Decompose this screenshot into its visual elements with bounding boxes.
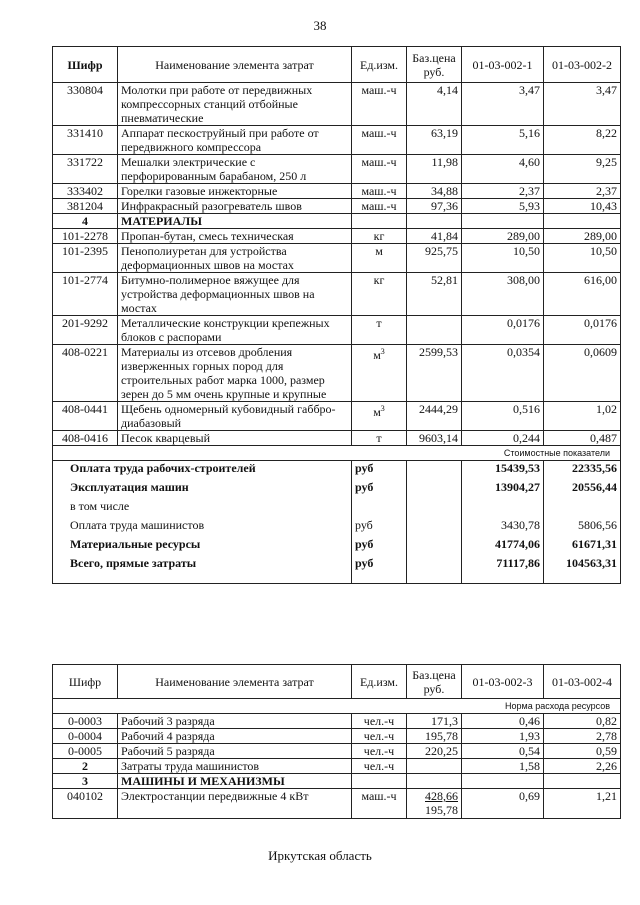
norm-value-2: 3,47 bbox=[544, 83, 621, 126]
norm-value-2: 289,00 bbox=[544, 229, 621, 244]
norm-value-1: 1,93 bbox=[462, 729, 544, 744]
summary-value-1: 15439,53 bbox=[462, 461, 544, 480]
norm-value-2: 1,21 bbox=[544, 789, 621, 819]
price-cell: 34,88 bbox=[407, 184, 462, 199]
norm-value-1: 0,0176 bbox=[462, 316, 544, 345]
section-name: Затраты труда машинистов bbox=[118, 759, 352, 774]
code-cell: 331410 bbox=[53, 126, 118, 155]
price-cell: 41,84 bbox=[407, 229, 462, 244]
price-cell: 925,75 bbox=[407, 244, 462, 273]
summary-label: Всего, прямые затраты bbox=[53, 556, 352, 584]
header-price: Баз.цена руб. bbox=[407, 47, 462, 83]
name-cell: Материалы из отсевов дробления изверженных горных пород для строительных работ марка 1000, размер зерен до 5 мм очень крупные и крупные bbox=[118, 345, 352, 402]
table-row bbox=[53, 184, 621, 199]
name-cell: Молотки при работе от передвижных компрессорных станций отбойные пневматические bbox=[118, 83, 352, 126]
norm-value-1: 0,516 bbox=[462, 402, 544, 431]
norm-value-1: 0,54 bbox=[462, 744, 544, 759]
norm-value-2: 0,59 bbox=[544, 744, 621, 759]
unit-superscript: 3 bbox=[380, 404, 385, 413]
summary-empty bbox=[407, 480, 462, 499]
norm-value-2: 616,00 bbox=[544, 273, 621, 316]
name-cell: Рабочий 3 разряда bbox=[118, 714, 352, 729]
norm-value-1: 10,50 bbox=[462, 244, 544, 273]
summary-row bbox=[53, 480, 621, 499]
code-cell: 0-0003 bbox=[53, 714, 118, 729]
norm-value-2: 0,0609 bbox=[544, 345, 621, 402]
unit-cell: м bbox=[352, 244, 407, 273]
summary-value-2: 5806,56 bbox=[544, 518, 621, 537]
summary-value-1: 13904,27 bbox=[462, 480, 544, 499]
code-cell: 408-0221 bbox=[53, 345, 118, 402]
summary-label: Эксплуатация машин bbox=[53, 480, 352, 499]
norm-value-2: 0,0176 bbox=[544, 316, 621, 345]
summary-empty bbox=[407, 537, 462, 556]
summary-label: Оплата труда рабочих-строителей bbox=[53, 461, 352, 480]
norm-value-2: 9,25 bbox=[544, 155, 621, 184]
code-cell: 040102 bbox=[53, 789, 118, 819]
summary-value-2 bbox=[544, 499, 621, 518]
cost-header-row bbox=[53, 446, 621, 461]
unit-cell bbox=[352, 402, 407, 431]
norm-value-2: 10,50 bbox=[544, 244, 621, 273]
code-cell: 408-0441 bbox=[53, 402, 118, 431]
table-row bbox=[53, 273, 621, 316]
table-row bbox=[53, 402, 621, 431]
section-row bbox=[53, 774, 621, 789]
name-cell: Рабочий 5 разряда bbox=[118, 744, 352, 759]
header-code: Шифр bbox=[53, 47, 118, 83]
header-norm-1: 01-03-002-1 bbox=[462, 47, 544, 83]
code-cell: 101-2395 bbox=[53, 244, 118, 273]
summary-empty bbox=[407, 518, 462, 537]
summary-row bbox=[53, 537, 621, 556]
summary-value-1: 3430,78 bbox=[462, 518, 544, 537]
table-row bbox=[53, 229, 621, 244]
price-cell: 11,98 bbox=[407, 155, 462, 184]
code-cell: 101-2774 bbox=[53, 273, 118, 316]
table-row bbox=[53, 431, 621, 446]
norm-value-2: 1,02 bbox=[544, 402, 621, 431]
name-cell: Инфракрасный разогреватель швов bbox=[118, 199, 352, 214]
header-price: Баз.цена руб. bbox=[407, 665, 462, 699]
summary-value-1 bbox=[462, 499, 544, 518]
summary-value-1: 71117,86 bbox=[462, 556, 544, 584]
table-row bbox=[53, 744, 621, 759]
unit-cell: кг bbox=[352, 273, 407, 316]
norm-value-1: 308,00 bbox=[462, 273, 544, 316]
section-number: 2 bbox=[53, 759, 118, 774]
price-value: 428,66 bbox=[425, 789, 458, 803]
name-cell: Щебень одномерный кубовидный габбро-диабазовый bbox=[118, 402, 352, 431]
name-cell: Песок кварцевый bbox=[118, 431, 352, 446]
unit-cell: чел.-ч bbox=[352, 744, 407, 759]
name-cell: Металлические конструкции крепежных блоков с распорами bbox=[118, 316, 352, 345]
unit-cell: маш.-ч bbox=[352, 83, 407, 126]
unit-cell: маш.-ч bbox=[352, 184, 407, 199]
unit-cell: т bbox=[352, 316, 407, 345]
name-cell: Горелки газовые инжекторные bbox=[118, 184, 352, 199]
price-cell: 97,36 bbox=[407, 199, 462, 214]
table-row bbox=[53, 83, 621, 126]
norm-value-2: 2,78 bbox=[544, 729, 621, 744]
header-norm-1: 01-03-002-3 bbox=[462, 665, 544, 699]
summary-unit bbox=[352, 499, 407, 518]
summary-row bbox=[53, 461, 621, 480]
summary-value-2: 22335,56 bbox=[544, 461, 621, 480]
cost-header: Стоимостные показатели bbox=[53, 446, 621, 461]
price-cell bbox=[407, 316, 462, 345]
header-name: Наименование элемента затрат bbox=[118, 665, 352, 699]
header-norm-2: 01-03-002-2 bbox=[544, 47, 621, 83]
name-cell: Мешалки электрические с перфорированным барабаном, 250 л bbox=[118, 155, 352, 184]
norm-header-row bbox=[53, 699, 621, 714]
unit-cell: маш.-ч bbox=[352, 789, 407, 819]
summary-empty bbox=[407, 461, 462, 480]
unit-text: м bbox=[373, 405, 381, 419]
norm-value-1: 3,47 bbox=[462, 83, 544, 126]
code-cell: 333402 bbox=[53, 184, 118, 199]
table-header-row bbox=[53, 665, 621, 699]
summary-empty bbox=[407, 499, 462, 518]
summary-unit: руб bbox=[352, 556, 407, 584]
summary-unit: руб bbox=[352, 537, 407, 556]
norm-value-1: 5,93 bbox=[462, 199, 544, 214]
norm-value-2: 10,43 bbox=[544, 199, 621, 214]
norm-value-1: 4,60 bbox=[462, 155, 544, 184]
summary-empty bbox=[407, 556, 462, 584]
unit-cell: маш.-ч bbox=[352, 199, 407, 214]
header-unit: Ед.изм. bbox=[352, 665, 407, 699]
section-title: МАШИНЫ И МЕХАНИЗМЫ bbox=[118, 774, 352, 789]
table-row bbox=[53, 345, 621, 402]
table-row bbox=[53, 316, 621, 345]
norm-value-2: 2,37 bbox=[544, 184, 621, 199]
norm-header: Норма расхода ресурсов bbox=[53, 699, 621, 714]
name-cell: Электростанции передвижные 4 кВт bbox=[118, 789, 352, 819]
code-cell: 408-0416 bbox=[53, 431, 118, 446]
summary-row bbox=[53, 499, 621, 518]
header-code: Шифр bbox=[53, 665, 118, 699]
norm-value-1: 0,244 bbox=[462, 431, 544, 446]
header-name: Наименование элемента затрат bbox=[118, 47, 352, 83]
norm-value-1: 1,58 bbox=[462, 759, 544, 774]
summary-value-2: 20556,44 bbox=[544, 480, 621, 499]
name-cell: Аппарат пескоструйный при работе от передвижного компрессора bbox=[118, 126, 352, 155]
price-cell: 63,19 bbox=[407, 126, 462, 155]
norm-value-1: 0,69 bbox=[462, 789, 544, 819]
norm-value-1: 289,00 bbox=[462, 229, 544, 244]
code-cell: 201-9292 bbox=[53, 316, 118, 345]
table-row bbox=[53, 789, 621, 819]
code-cell: 331722 bbox=[53, 155, 118, 184]
code-cell: 0-0004 bbox=[53, 729, 118, 744]
table-header-row bbox=[53, 47, 621, 83]
table-row bbox=[53, 729, 621, 744]
unit-cell: кг bbox=[352, 229, 407, 244]
section-title: МАТЕРИАЛЫ bbox=[118, 214, 352, 229]
norm-value-1: 0,0354 bbox=[462, 345, 544, 402]
header-norm-2: 01-03-002-4 bbox=[544, 665, 621, 699]
name-cell: Пенополиуретан для устройства деформационных швов на мостах bbox=[118, 244, 352, 273]
name-cell: Рабочий 4 разряда bbox=[118, 729, 352, 744]
price-cell: 220,25 bbox=[407, 744, 462, 759]
norm-value-1: 5,16 bbox=[462, 126, 544, 155]
norm-value-2: 0,82 bbox=[544, 714, 621, 729]
summary-row bbox=[53, 518, 621, 537]
price-value-secondary: 195,78 bbox=[425, 803, 458, 817]
section-row bbox=[53, 214, 621, 229]
unit-cell: чел.-ч bbox=[352, 714, 407, 729]
summary-label: Оплата труда машинистов bbox=[53, 518, 352, 537]
price-cell: 52,81 bbox=[407, 273, 462, 316]
code-cell: 381204 bbox=[53, 199, 118, 214]
table-row bbox=[53, 244, 621, 273]
page-number: 38 bbox=[313, 18, 327, 33]
table-row bbox=[53, 199, 621, 214]
section-row bbox=[53, 759, 621, 774]
table-row bbox=[53, 155, 621, 184]
price-cell: 4,14 bbox=[407, 83, 462, 126]
unit-cell: чел.-ч bbox=[352, 729, 407, 744]
norm-value-2: 2,26 bbox=[544, 759, 621, 774]
unit-cell: т bbox=[352, 431, 407, 446]
unit-text: м bbox=[373, 348, 381, 362]
header-unit: Ед.изм. bbox=[352, 47, 407, 83]
resource-table-1 bbox=[52, 46, 621, 584]
norm-value-2: 8,22 bbox=[544, 126, 621, 155]
summary-value-2: 61671,31 bbox=[544, 537, 621, 556]
norm-value-1: 2,37 bbox=[462, 184, 544, 199]
summary-label: Материальные ресурсы bbox=[53, 537, 352, 556]
unit-cell bbox=[352, 345, 407, 402]
price-cell: 2599,53 bbox=[407, 345, 462, 402]
summary-label: в том числе bbox=[53, 499, 352, 518]
unit-cell: чел.-ч bbox=[352, 759, 407, 774]
price-cell: 171,3 bbox=[407, 714, 462, 729]
section-number: 4 bbox=[53, 214, 118, 229]
summary-row bbox=[53, 556, 621, 584]
norm-value-2: 0,487 bbox=[544, 431, 621, 446]
price-cell: 9603,14 bbox=[407, 431, 462, 446]
unit-superscript: 3 bbox=[380, 347, 385, 356]
price-cell: 195,78 bbox=[407, 729, 462, 744]
name-cell: Битумно-полимерное вяжущее для устройства деформационных швов на мостах bbox=[118, 273, 352, 316]
summary-unit: руб bbox=[352, 461, 407, 480]
table-row bbox=[53, 126, 621, 155]
summary-unit: руб bbox=[352, 480, 407, 499]
summary-unit: руб bbox=[352, 518, 407, 537]
code-cell: 101-2278 bbox=[53, 229, 118, 244]
section-number: 3 bbox=[53, 774, 118, 789]
summary-value-2: 104563,31 bbox=[544, 556, 621, 584]
norm-value-1: 0,46 bbox=[462, 714, 544, 729]
code-cell: 330804 bbox=[53, 83, 118, 126]
name-cell: Пропан-бутан, смесь техническая bbox=[118, 229, 352, 244]
price-cell bbox=[407, 789, 462, 819]
unit-cell: маш.-ч bbox=[352, 126, 407, 155]
table-row bbox=[53, 714, 621, 729]
summary-value-1: 41774,06 bbox=[462, 537, 544, 556]
page-footer: Иркутская область bbox=[268, 848, 372, 863]
price-cell: 2444,29 bbox=[407, 402, 462, 431]
code-cell: 0-0005 bbox=[53, 744, 118, 759]
unit-cell: маш.-ч bbox=[352, 155, 407, 184]
resource-table-2 bbox=[52, 664, 621, 819]
